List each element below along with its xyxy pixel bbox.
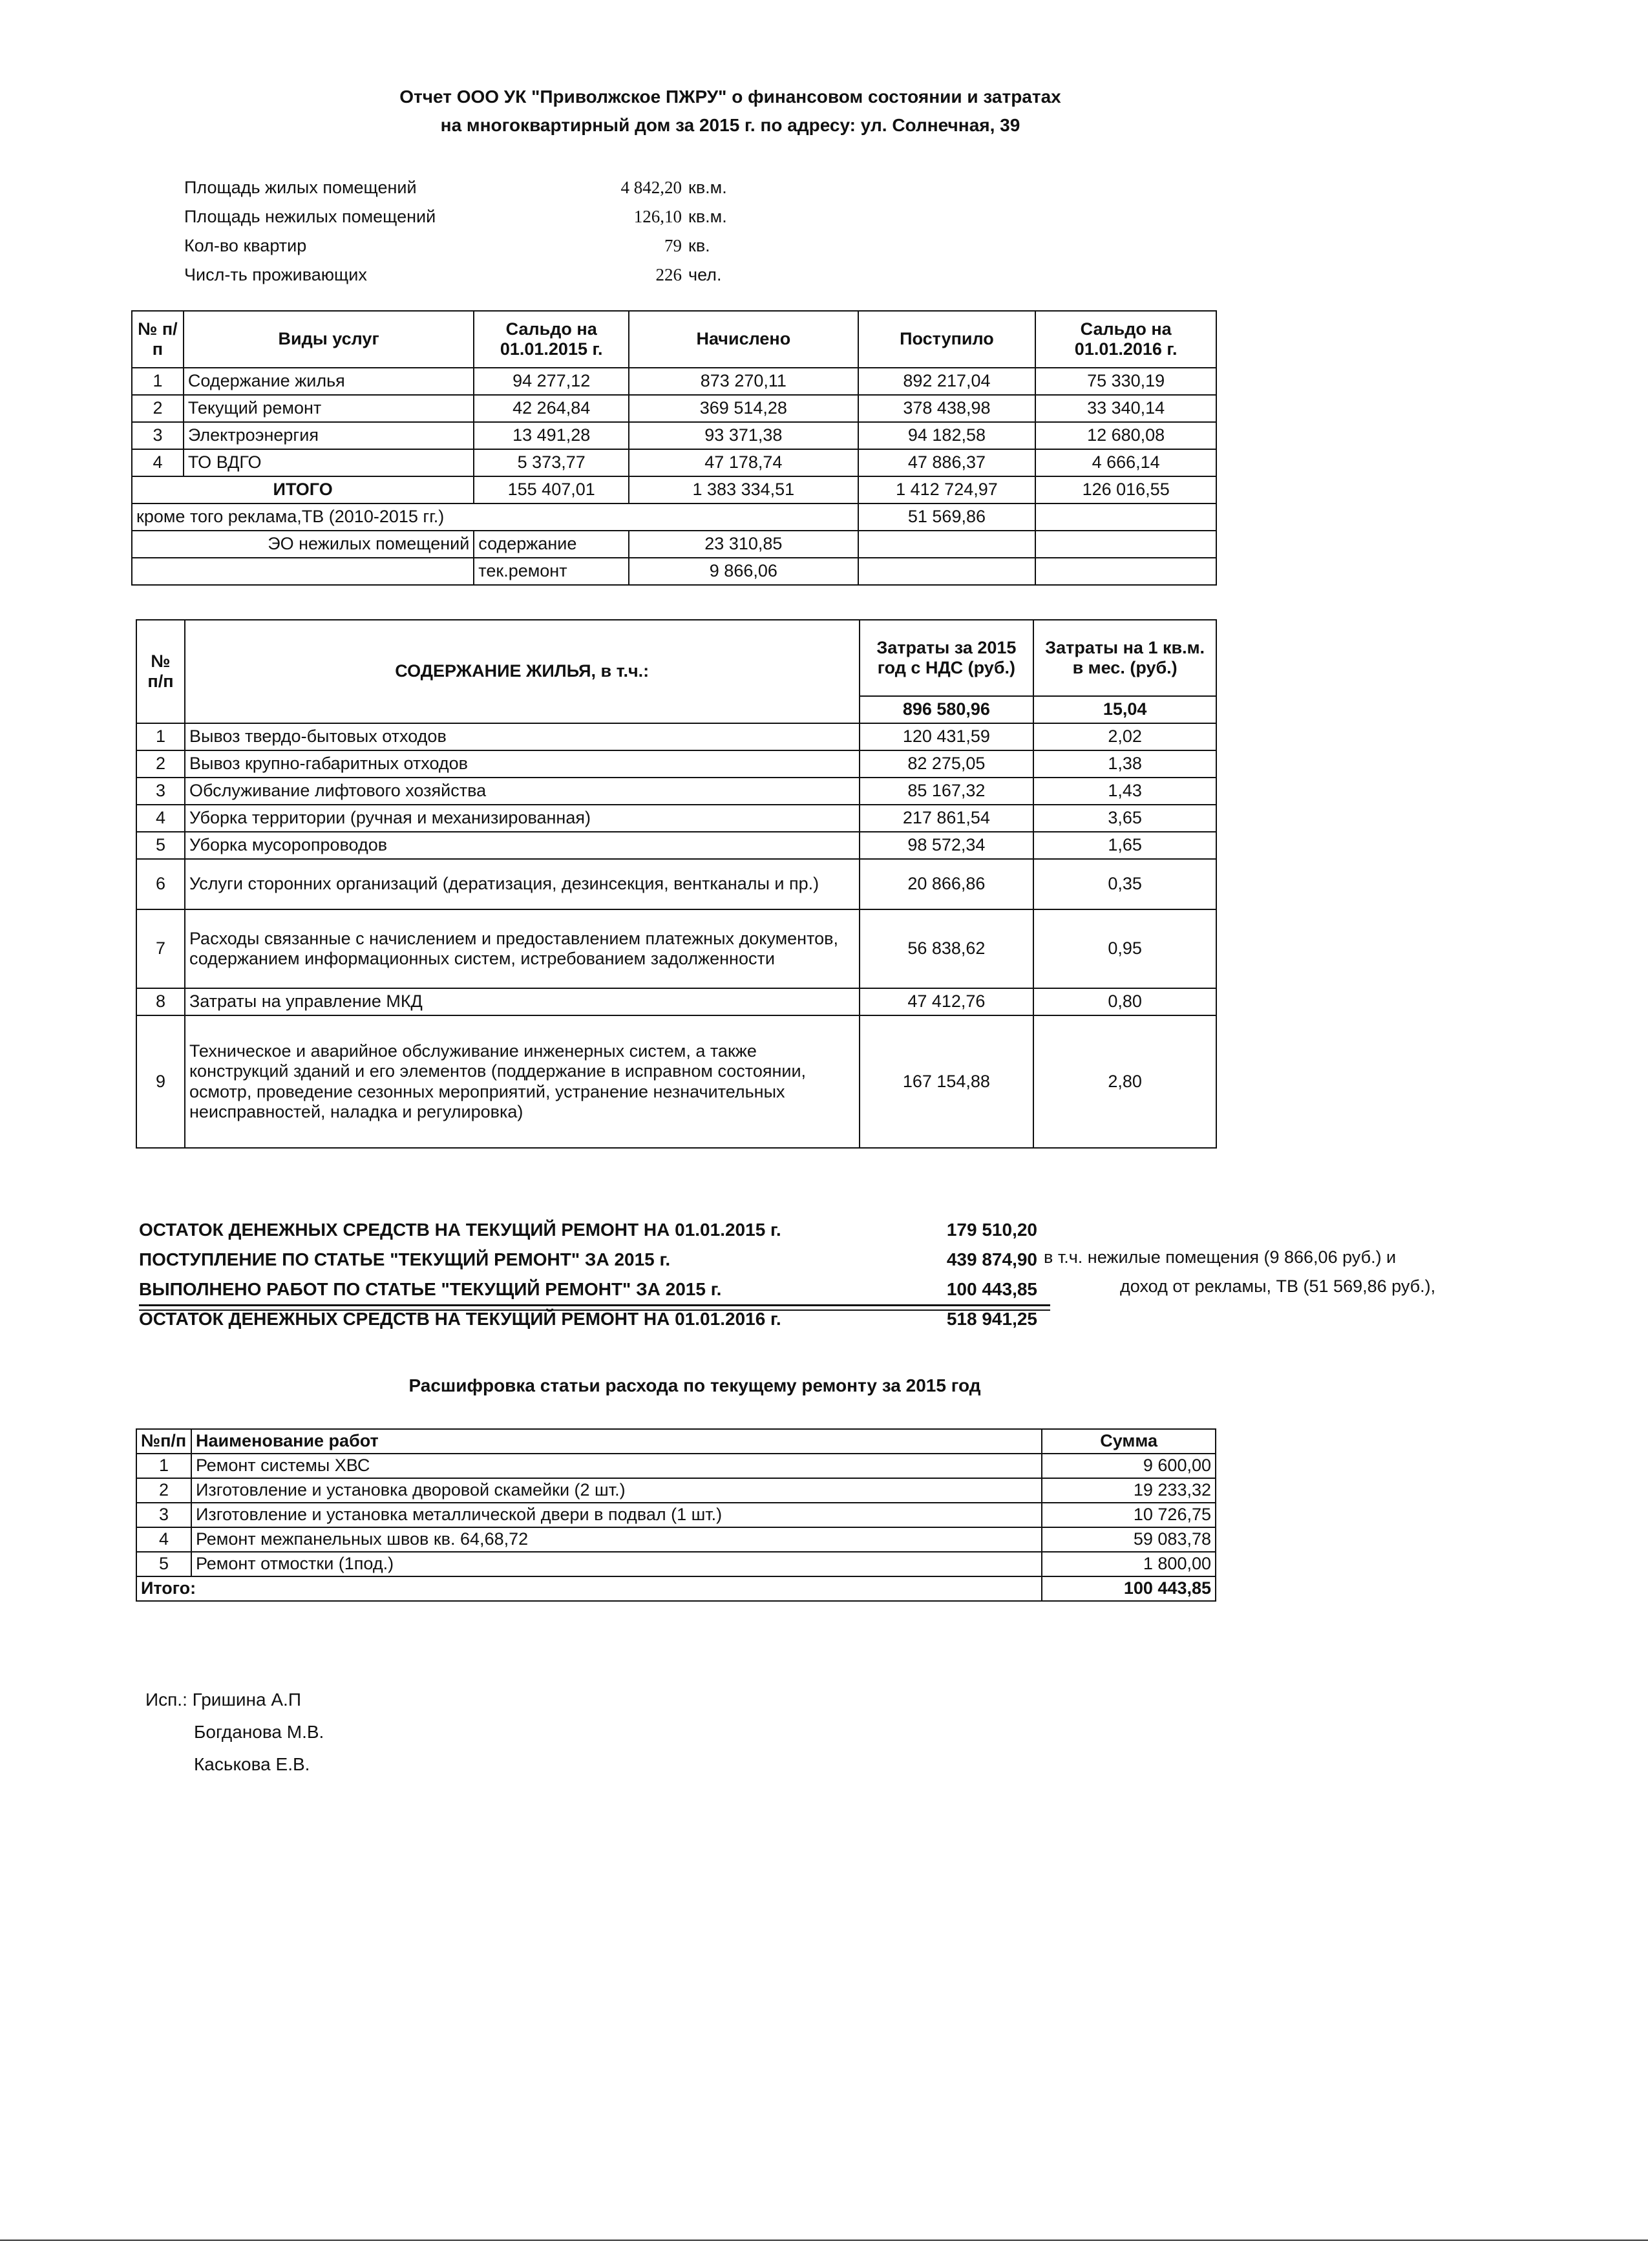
row-num: 6: [136, 859, 185, 909]
row-service: ТО ВДГО: [184, 449, 474, 476]
row-per-m2: 0,35: [1033, 859, 1216, 909]
header-service: Виды услуг: [184, 311, 474, 368]
row-received: 378 438,98: [858, 395, 1036, 422]
total-per-m2: 15,04: [1033, 696, 1216, 723]
row-end: 12 680,08: [1035, 422, 1216, 449]
summary-row: [139, 1275, 1057, 1304]
maintenance-table: [136, 619, 1217, 1149]
row-cost: 120 431,59: [860, 723, 1034, 750]
row-per-m2: 1,65: [1033, 832, 1216, 859]
nonres-sub2: тек.ремонт: [474, 558, 629, 585]
row-service: Электроэнергия: [184, 422, 474, 449]
info-value: 126,10: [633, 207, 682, 226]
total-label: Итого:: [136, 1576, 1042, 1601]
table-row: [136, 805, 1216, 832]
empty-cell: [1035, 558, 1216, 585]
info-value: 226: [655, 265, 682, 284]
row-num: 1: [136, 1454, 191, 1478]
repair-fund-summary: [139, 1215, 1057, 1334]
ads-received: 51 569,86: [858, 503, 1036, 531]
repairs-table: [136, 1428, 1216, 1602]
info-unit: кв.: [688, 236, 710, 255]
info-label: Площадь нежилых помещений: [184, 207, 436, 226]
table-row: [132, 368, 1216, 395]
total-cost: 896 580,96: [860, 696, 1034, 723]
summary-row: [139, 1215, 1057, 1245]
nonres-val1: 23 310,85: [629, 531, 858, 558]
total-sum: 100 443,85: [1042, 1576, 1216, 1601]
row-num: 3: [136, 778, 185, 805]
empty-cell: [858, 558, 1036, 585]
row-work: Изготовление и установка металлической двери в подвал (1 шт.): [191, 1503, 1042, 1527]
row-num: 1: [132, 368, 184, 395]
row-cost: 56 838,62: [860, 909, 1034, 988]
row-charged: 47 178,74: [629, 449, 858, 476]
info-label: Числ-ть проживающих: [184, 265, 367, 284]
row-charged: 369 514,28: [629, 395, 858, 422]
info-row: [184, 173, 740, 202]
info-row: [184, 202, 740, 231]
row-per-m2: 1,38: [1033, 750, 1216, 778]
row-per-m2: 2,80: [1033, 1015, 1216, 1148]
executor-name: Каськова Е.В.: [194, 1754, 310, 1774]
row-sum: 1 800,00: [1042, 1552, 1216, 1576]
summary-value: 518 941,25: [946, 1309, 1037, 1329]
maintenance-header-row: [136, 620, 1216, 696]
header-sum: Сумма: [1042, 1429, 1216, 1454]
nonres-sub1: содержание: [474, 531, 629, 558]
row-name: Уборка мусоропроводов: [185, 832, 860, 859]
table-row: [136, 909, 1216, 988]
header-maintenance: СОДЕРЖАНИЕ ЖИЛЬЯ, в т.ч.:: [185, 620, 860, 723]
row-num: 3: [136, 1503, 191, 1527]
row-cost: 20 866,86: [860, 859, 1034, 909]
row-charged: 873 270,11: [629, 368, 858, 395]
header-num: № п/п: [136, 620, 185, 723]
executor-name: Богданова М.В.: [194, 1722, 324, 1742]
page-bottom-line: [0, 2240, 1648, 2241]
row-cost: 217 861,54: [860, 805, 1034, 832]
row-per-m2: 0,80: [1033, 988, 1216, 1015]
row-end: 33 340,14: [1035, 395, 1216, 422]
row-name: Услуги сторонних организаций (дератизация, дезинсекция, вентканалы и пр.): [185, 859, 860, 909]
table-row: [136, 1552, 1216, 1576]
row-name: Расходы связанные с начислением и предоставлением платежных документов, содержанием информационных систем, истребованием задолженности: [185, 909, 860, 988]
table-row: [136, 1503, 1216, 1527]
row-end: 4 666,14: [1035, 449, 1216, 476]
info-label: Кол-во квартир: [184, 236, 307, 255]
summary-value: 179 510,20: [946, 1220, 1037, 1240]
summary-divider: [139, 1309, 1050, 1311]
header-cost: Затраты за 2015 год с НДС (руб.): [860, 620, 1034, 696]
table-row: [136, 1015, 1216, 1148]
row-start: 5 373,77: [474, 449, 629, 476]
row-sum: 59 083,78: [1042, 1527, 1216, 1552]
ads-row: [132, 503, 1216, 531]
nonres-row: [132, 558, 1216, 585]
table-row: [136, 723, 1216, 750]
empty-cell: [1035, 531, 1216, 558]
row-num: 4: [132, 449, 184, 476]
header-balance-end: Сальдо на 01.01.2016 г.: [1035, 311, 1216, 368]
executor-row: [145, 1684, 324, 1716]
row-name: Вывоз крупно-габаритных отходов: [185, 750, 860, 778]
table-row: [136, 859, 1216, 909]
row-num: 4: [136, 1527, 191, 1552]
summary-label: ПОСТУПЛЕНИЕ ПО СТАТЬЕ "ТЕКУЩИЙ РЕМОНТ" ЗА 2015 г.: [139, 1249, 671, 1269]
summary-value: 100 443,85: [946, 1279, 1037, 1299]
info-row: [184, 260, 740, 290]
row-per-m2: 3,65: [1033, 805, 1216, 832]
table-row: [136, 1527, 1216, 1552]
table-row: [136, 1454, 1216, 1478]
summary-row: [139, 1304, 1057, 1334]
row-work: Ремонт отмостки (1под.): [191, 1552, 1042, 1576]
total-end: 126 016,55: [1035, 476, 1216, 503]
row-num: 8: [136, 988, 185, 1015]
nonres-row: [132, 531, 1216, 558]
info-row: [184, 231, 740, 260]
header-num: № п/п: [132, 311, 184, 368]
summary-label: ОСТАТОК ДЕНЕЖНЫХ СРЕДСТВ НА ТЕКУЩИЙ РЕМОНТ НА 01.01.2016 г.: [139, 1309, 781, 1329]
row-work: Ремонт системы ХВС: [191, 1454, 1042, 1478]
table-row: [136, 832, 1216, 859]
row-cost: 85 167,32: [860, 778, 1034, 805]
info-unit: чел.: [688, 265, 722, 284]
row-num: 4: [136, 805, 185, 832]
table-row: [132, 422, 1216, 449]
empty-cell: [858, 531, 1036, 558]
info-unit: кв.м.: [688, 178, 727, 197]
row-received: 47 886,37: [858, 449, 1036, 476]
table-row: [136, 1478, 1216, 1503]
row-num: 2: [136, 1478, 191, 1503]
row-name: Техническое и аварийное обслуживание инженерных систем, а также конструкций зданий и его элементов (поддержание в исправном состоянии, осмотр, проведение сезонных мероприятий, устранение незначительных неисправностей, наладка и регулировка): [185, 1015, 860, 1148]
row-start: 94 277,12: [474, 368, 629, 395]
summary-label: ОСТАТОК ДЕНЕЖНЫХ СРЕДСТВ НА ТЕКУЩИЙ РЕМОНТ НА 01.01.2015 г.: [139, 1220, 781, 1240]
repairs-header-row: [136, 1429, 1216, 1454]
total-row: [136, 1576, 1216, 1601]
row-name: Затраты на управление МКД: [185, 988, 860, 1015]
ads-label: кроме того реклама,ТВ (2010-2015 гг.): [132, 503, 858, 531]
row-start: 42 264,84: [474, 395, 629, 422]
row-sum: 19 233,32: [1042, 1478, 1216, 1503]
row-name: Уборка территории (ручная и механизированная): [185, 805, 860, 832]
total-received: 1 412 724,97: [858, 476, 1036, 503]
row-num: 2: [136, 750, 185, 778]
nonres-label: ЭО нежилых помещений: [132, 531, 474, 558]
info-value: 4 842,20: [620, 178, 682, 197]
building-info: [184, 173, 740, 290]
summary-row: [139, 1245, 1057, 1275]
row-sum: 10 726,75: [1042, 1503, 1216, 1527]
summary-note-line1: в т.ч. нежилые помещения (9 866,06 руб.) и: [1044, 1247, 1397, 1267]
summary-label: ВЫПОЛНЕНО РАБОТ ПО СТАТЬЕ "ТЕКУЩИЙ РЕМОНТ" ЗА 2015 г.: [139, 1279, 722, 1299]
nonres-val2: 9 866,06: [629, 558, 858, 585]
report-title: [271, 83, 1189, 140]
executor-name: Гришина А.П: [192, 1690, 301, 1710]
table-row: [132, 395, 1216, 422]
row-name: Обслуживание лифтового хозяйства: [185, 778, 860, 805]
row-service: Содержание жилья: [184, 368, 474, 395]
row-cost: 47 412,76: [860, 988, 1034, 1015]
row-received: 94 182,58: [858, 422, 1036, 449]
report-title-line1: Отчет ООО УК "Приволжское ПЖРУ" о финансовом состоянии и затратах: [399, 87, 1061, 107]
info-value: 79: [664, 236, 682, 255]
row-num: 5: [136, 1552, 191, 1576]
executors-prefix: Исп.:: [145, 1690, 187, 1710]
row-per-m2: 0,95: [1033, 909, 1216, 988]
services-header-row: [132, 311, 1216, 368]
table-row: [136, 988, 1216, 1015]
header-charged: Начислено: [629, 311, 858, 368]
header-work: Наименование работ: [191, 1429, 1042, 1454]
empty-cell: [1035, 503, 1216, 531]
total-row: [132, 476, 1216, 503]
header-received: Поступило: [858, 311, 1036, 368]
row-work: Изготовление и установка дворовой скамейки (2 шт.): [191, 1478, 1042, 1503]
total-label: ИТОГО: [132, 476, 474, 503]
row-num: 1: [136, 723, 185, 750]
row-received: 892 217,04: [858, 368, 1036, 395]
row-cost: 167 154,88: [860, 1015, 1034, 1148]
report-title-line2: на многоквартирный дом за 2015 г. по адресу: ул. Солнечная, 39: [440, 115, 1020, 135]
empty-cell: [132, 558, 474, 585]
header-num: №п/п: [136, 1429, 191, 1454]
summary-divider: [139, 1304, 1050, 1306]
total-start: 155 407,01: [474, 476, 629, 503]
row-service: Текущий ремонт: [184, 395, 474, 422]
table-row: [136, 778, 1216, 805]
row-per-m2: 2,02: [1033, 723, 1216, 750]
info-label: Площадь жилых помещений: [184, 178, 417, 197]
row-cost: 98 572,34: [860, 832, 1034, 859]
header-balance-start: Сальдо на 01.01.2015 г.: [474, 311, 629, 368]
row-cost: 82 275,05: [860, 750, 1034, 778]
row-start: 13 491,28: [474, 422, 629, 449]
row-num: 3: [132, 422, 184, 449]
row-end: 75 330,19: [1035, 368, 1216, 395]
row-num: 9: [136, 1015, 185, 1148]
row-sum: 9 600,00: [1042, 1454, 1216, 1478]
info-unit: кв.м.: [688, 207, 727, 226]
table-row: [132, 449, 1216, 476]
executors: [145, 1684, 324, 1781]
summary-note-line2: доход от рекламы, ТВ (51 569,86 руб.),: [1120, 1277, 1436, 1296]
services-table: [131, 310, 1217, 586]
total-charged: 1 383 334,51: [629, 476, 858, 503]
row-num: 5: [136, 832, 185, 859]
table-row: [136, 750, 1216, 778]
row-num: 2: [132, 395, 184, 422]
row-num: 7: [136, 909, 185, 988]
row-per-m2: 1,43: [1033, 778, 1216, 805]
row-work: Ремонт межпанельных швов кв. 64,68,72: [191, 1527, 1042, 1552]
repairs-title: Расшифровка статьи расхода по текущему ремонту за 2015 год: [408, 1375, 981, 1395]
summary-value: 439 874,90: [946, 1249, 1037, 1269]
header-per-m2: Затраты на 1 кв.м. в мес. (руб.): [1033, 620, 1216, 696]
row-name: Вывоз твердо-бытовых отходов: [185, 723, 860, 750]
row-charged: 93 371,38: [629, 422, 858, 449]
